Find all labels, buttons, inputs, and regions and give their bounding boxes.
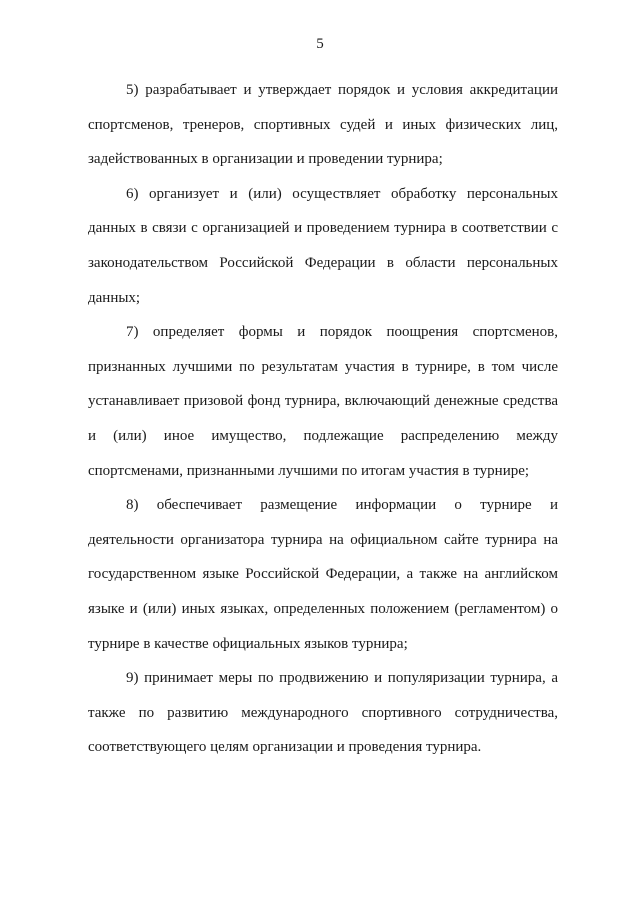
page-number: 5 — [316, 36, 324, 52]
paragraph-item-5: 5) разрабатывает и утверждает порядок и условия аккредитации спортсменов, тренеров, спортивных судей и иных физических лиц, задействованных в организации и проведении турнира; — [88, 82, 558, 168]
paragraph-item-9: 9) принимает меры по продвижению и популяризации турнира, а также по развитию международного спортивного сотрудничества, соответствующего целям организации и проведения турнира. — [88, 670, 558, 756]
paragraph-item-7: 7) определяет формы и порядок поощрения спортсменов, признанных лучшими по результатам участия в турнире, в том числе устанавливает призовой фонд турнира, включающий денежные средства и (или) иное имущество, подлежащие распределению между спортсменами, признанными лучшими по итогам участия в турнире; — [88, 324, 558, 479]
paragraph-item-8: 8) обеспечивает размещение информации о турнире и деятельности организатора турнира на официальном сайте турнира на государственном языке Российской Федерации, а также на английском языке и (или) иных языках, определенных положением (регламентом) о турнире в качестве официальных языков турнира; — [88, 497, 558, 652]
paragraph-item-6: 6) организует и (или) осуществляет обработку персональных данных в связи с организацией и проведением турнира в соответствии с законодательством Российской Федерации в области персональных данных; — [88, 185, 558, 306]
document-body — [88, 73, 558, 765]
